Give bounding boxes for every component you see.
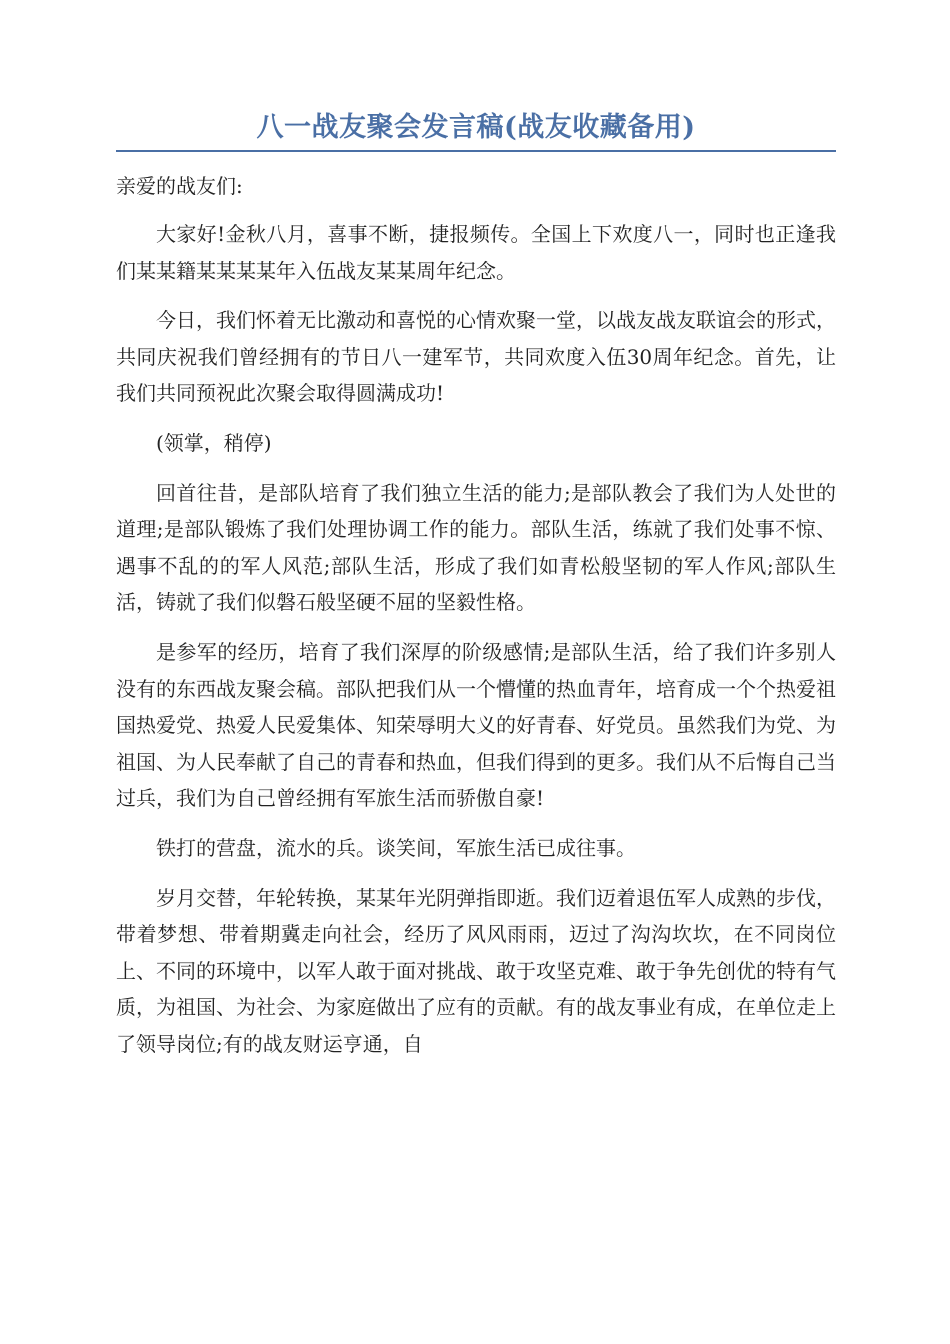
paragraph-gathering: 今日，我们怀着无比激动和喜悦的心情欢聚一堂，以战友战友联谊会的形式，共同庆祝我们曾经拥有的节日八一建军节，共同欢度入伍30周年纪念。首先，让我们共同预祝此次聚会取得圆满成功! (116, 308, 836, 406)
title-underline (116, 150, 836, 152)
salutation: 亲爱的战友们: (116, 174, 243, 198)
paragraph-looking-back: 回首往昔，是部队培育了我们独立生活的能力;是部队教会了我们为人处世的道理;是部队锻炼了我们处理协调工作的能力。部队生活，练就了我们处事不惊、遇事不乱的的军人风范;部队生活，形成了我们如青松般坚韧的军人作风;部队生活，铸就了我们似磐石般坚硬不屈的坚毅性格。 (116, 480, 836, 615)
document-title: 八一战友聚会发言稿(战友收藏备用) (256, 112, 696, 143)
paragraph-military-experience: 是参军的经历，培育了我们深厚的阶级感情;是部队生活，给了我们许多别人没有的东西战友聚会稿。部队把我们从一个懵懂的热血青年，培育成一个个热爱祖国热爱党、热爱人民爱集体、知荣辱明大义的好青春、好党员。虽然我们为党、为祖国、为人民奉献了自己的青春和热血，但我们得到的更多。我们从不后悔自己当过兵，我们为自己曾经拥有军旅生活而骄傲自豪! (116, 639, 836, 811)
paragraph-stage-direction: (领掌，稍停) (156, 430, 272, 455)
document-page (116, 110, 836, 1075)
paragraph-greeting: 大家好!金秋八月，喜事不断，捷报频传。全国上下欢度八一，同时也正逢我们某某籍某某某某年入伍战友某某周年纪念。 (116, 222, 836, 283)
paragraph-years-passing: 岁月交替，年轮转换，某某年光阴弹指即逝。我们迈着退伍军人成熟的步伐，带着梦想、带着期冀走向社会，经历了风风雨雨，迈过了沟沟坎坎，在不同岗位上、不同的环境中，以军人敢于面对挑战、敢于攻坚克难、敢于争先创优的特有气质，为祖国、为社会、为家庭做出了应有的贡献。有的战友事业有成，在单位走上了领导岗位;有的战友财运亨通，自 (116, 885, 836, 1056)
paragraph-barracks-saying: 铁打的营盘，流水的兵。谈笑间，军旅生活已成往事。 (156, 835, 636, 860)
